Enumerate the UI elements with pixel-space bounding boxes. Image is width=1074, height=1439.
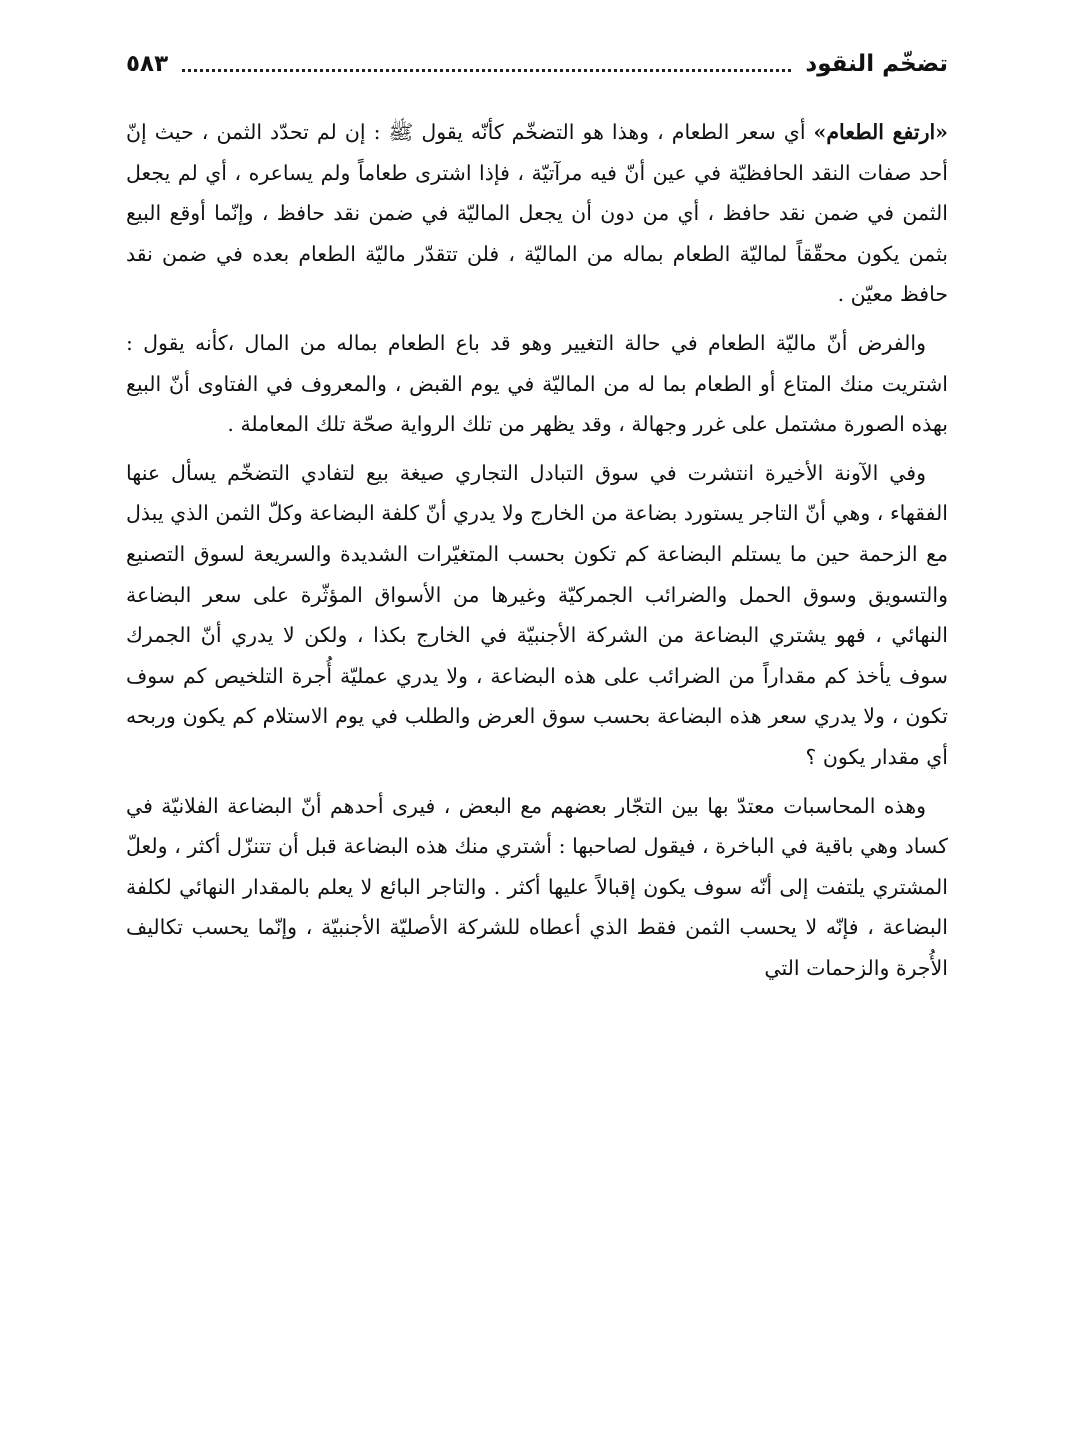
quoted-phrase: «ارتفع الطعام»: [813, 120, 948, 144]
paragraph-text: وهذه المحاسبات معتدّ بها بين التجّار بعضهم مع البعض ، فيرى أحدهم أنّ البضاعة الفلانيّة في كساد وهي باقية في الباخرة ، فيقول لصاحبها : أشتري منك هذه البضاعة قبل أن تتنزّل أكثر ، ولعلّ المشتري يلتفت إلى أنّه سوف يكون إقبالاً عليها أكثر . والتاجر البائع لا يعلم بالمقدار النهائي لكلفة البضاعة ، فإنّه لا يحسب الثمن فقط الذي أعطاه للشركة الأصليّة الأجنبيّة ، وإنّما يحسب تكاليف الأُجرة والزحمات التي: [126, 793, 948, 980]
chapter-title: تضخّم النقود: [805, 51, 948, 77]
paragraph-text: والفرض أنّ ماليّة الطعام في حالة التغيير وهو قد باع الطعام بماله من المال ،كأنه يقول : اشتريت منك المتاع أو الطعام بما له من الماليّة في يوم القبض ، والمعروف في الفتاوى أنّ البيع بهذه الصورة مشتمل على غرر وجهالة ، وقد يظهر من تلك الرواية صحّة تلك المعاملة .: [126, 330, 948, 437]
dotted-leader: [182, 69, 791, 72]
running-header: [126, 44, 948, 84]
paragraph-text: أي سعر الطعام ، وهذا هو التضخّم كأنّه يقول ﷺ : إن لم تحدّد الثمن ، حيث إنّ أحد صفات النقد الحافظيّة في عين أنّ فيه مرآتيّة ، فإذا اشترى طعاماً ولم يساعره ، أي لم يجعل الثمن في ضمن نقد حافظ ، أي من دون أن يجعل الماليّة في ضمن نقد حافظ ، وإنّما أوقع البيع بثمن يكون محقّقاً لماليّة الطعام بماله من الماليّة ، فلن تتقدّر ماليّة الطعام بعده في ضمن نقد حافظ معيّن .: [126, 120, 948, 307]
paragraph: [126, 453, 948, 778]
paragraph: [126, 112, 948, 315]
paragraph-text: وفي الآونة الأخيرة انتشرت في سوق التبادل التجاري صيغة بيع لتفادي التضخّم يسأل عنها الفقهاء ، وهي أنّ التاجر يستورد بضاعة من الخارج ولا يدري أنّ كلفة البضاعة وكلّ الثمن الذي يبذل مع الزحمة حين ما يستلم البضاعة كم تكون بحسب المتغيّرات الشديدة والسريعة لسوق التصنيع والتسويق وسوق الحمل والضرائب الجمركيّة وغيرها من الأسواق المؤثّرة على سعر البضاعة النهائي ، فهو يشتري البضاعة من الشركة الأجنبيّة في الخارج بكذا ، ولكن لا يدري أنّ الجمرك سوف يأخذ كم مقداراً من الضرائب على هذه البضاعة ، ولا يدري عمليّة أُجرة التلخيص كم سوف تكون ، ولا يدري سعر هذه البضاعة بحسب سوق العرض والطلب في يوم الاستلام كم يكون وربحه أي مقدار يكون ؟: [126, 460, 948, 769]
page-number: ٥٨٣: [126, 51, 169, 77]
book-page: [126, 44, 948, 1414]
paragraph: [126, 786, 948, 989]
paragraph: [126, 323, 948, 445]
body-text: [126, 112, 948, 988]
